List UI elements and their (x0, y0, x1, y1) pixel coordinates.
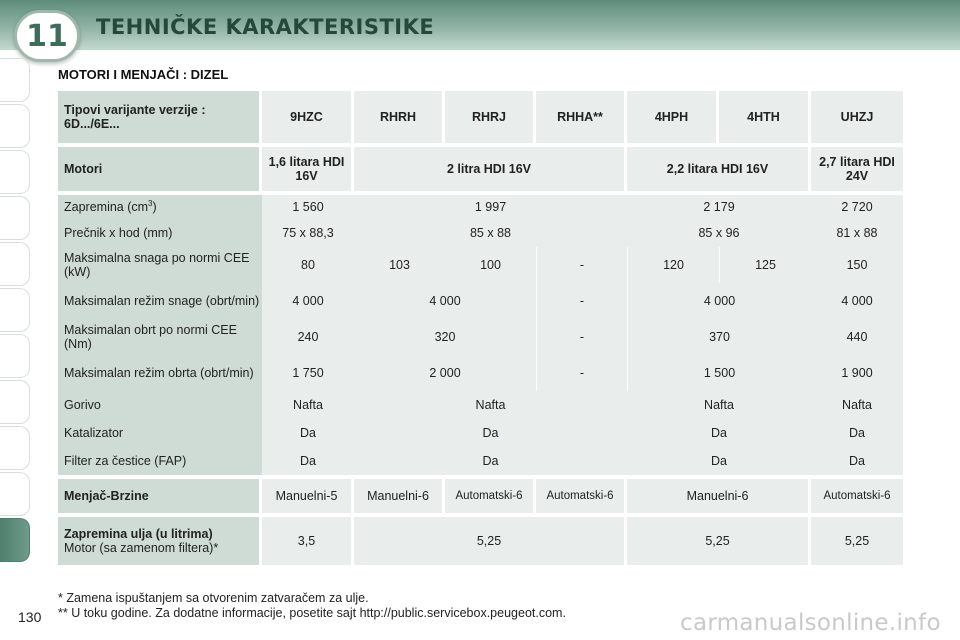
table-cell: 1 500 (627, 355, 811, 391)
table-cell: Automatski-6 (536, 475, 627, 513)
variant-cell: UHZJ (811, 91, 903, 143)
variants-label: Tipovi varijante verzije : 6D.../6E... (58, 91, 262, 143)
footnote-2: ** U toku godine. Za dodatne informacije, posetite sajt http://public.servicebox.peugeot.com. (58, 606, 566, 620)
variant-cell: 4HTH (719, 91, 811, 143)
table-cell: Nafta (262, 391, 354, 419)
variant-cell: RHHA** (536, 91, 627, 143)
catalyst-label: Katalizator (58, 419, 262, 447)
side-tab-6[interactable] (0, 288, 30, 332)
power-rpm-label: Maksimalan režim snage (obrt/min) (58, 283, 262, 319)
table-cell: 370 (627, 319, 811, 355)
table-cell: 100 (445, 247, 536, 283)
spec-table (58, 91, 903, 565)
table-cell: 2 179 (627, 191, 811, 219)
side-tab-3[interactable] (0, 150, 30, 194)
chapter-badge: 11 (14, 10, 80, 62)
bore-stroke-row (58, 219, 903, 247)
table-cell: Automatski-6 (445, 475, 536, 513)
table-cell: 150 (811, 247, 903, 283)
table-cell: Da (354, 419, 627, 447)
table-cell: Da (627, 447, 811, 475)
table-cell: 125 (719, 247, 811, 283)
table-cell: Manuelni-6 (627, 475, 811, 513)
side-tab-4[interactable] (0, 196, 30, 240)
table-cell: 4 000 (811, 283, 903, 319)
table-cell: 1 900 (811, 355, 903, 391)
oil-row (58, 513, 903, 565)
variant-cell: RHRH (354, 91, 445, 143)
max-torque-row (58, 319, 903, 355)
table-cell: 120 (627, 247, 719, 283)
gearbox-label: Menjač-Brzine (58, 475, 262, 513)
motors-label: Motori (58, 143, 262, 191)
table-cell: 1 997 (354, 191, 627, 219)
table-cell: - (536, 355, 627, 391)
table-cell: 75 x 88,3 (262, 219, 354, 247)
table-cell: 5,25 (811, 513, 903, 565)
table-cell: - (536, 247, 627, 283)
table-cell: 80 (262, 247, 354, 283)
fap-label: Filter za čestice (FAP) (58, 447, 262, 475)
variant-cell: 9HZC (262, 91, 354, 143)
variants-row (58, 91, 903, 143)
displacement-label: Zapremina $(cm^3)$ (58, 191, 262, 219)
table-cell: - (536, 319, 627, 355)
table-cell: 2 720 (811, 191, 903, 219)
table-cell: 5,25 (354, 513, 627, 565)
table-cell: Manuelni-6 (354, 475, 445, 513)
fap-row (58, 447, 903, 475)
footnotes (58, 591, 566, 621)
table-cell: 85 x 96 (627, 219, 811, 247)
table-cell: 103 (354, 247, 445, 283)
side-tab-9[interactable] (0, 426, 30, 470)
table-cell: 4 000 (354, 283, 536, 319)
table-cell: 2 000 (354, 355, 536, 391)
table-cell: 81 x 88 (811, 219, 903, 247)
variant-cell: 4HPH (627, 91, 719, 143)
table-cell: 440 (811, 319, 903, 355)
motor-cell: 2,7 litara HDI 24V (811, 143, 903, 191)
oil-label (58, 513, 262, 565)
page-number: 130 (18, 609, 42, 625)
side-tab-8[interactable] (0, 380, 30, 424)
table-cell: Da (262, 419, 354, 447)
side-tab-11-active[interactable] (0, 518, 30, 562)
table-cell: 240 (262, 319, 354, 355)
table-cell: - (536, 283, 627, 319)
table-cell: Da (811, 419, 903, 447)
table-cell: 5,25 (627, 513, 811, 565)
gearbox-row (58, 475, 903, 513)
table-cell: 85 x 88 (354, 219, 627, 247)
table-cell: Da (627, 419, 811, 447)
max-power-label: Maksimalna snaga po normi CEE (kW) (58, 247, 262, 283)
catalyst-row (58, 419, 903, 447)
table-cell: 4 000 (627, 283, 811, 319)
side-tab-10[interactable] (0, 472, 30, 516)
variant-cell: RHRJ (445, 91, 536, 143)
watermark: carmanualsonline.info (680, 610, 941, 636)
table-cell: Nafta (811, 391, 903, 419)
section-title: MOTORI I MENJAČI : DIZEL (58, 67, 229, 82)
page-title: TEHNIČKE KARAKTERISTIKE (96, 15, 435, 39)
table-cell: Nafta (627, 391, 811, 419)
motors-row (58, 143, 903, 191)
table-cell: 4 000 (262, 283, 354, 319)
power-rpm-row (58, 283, 903, 319)
footnote-1: * Zamena ispuštanjem sa otvorenim zatvaračem za ulje. (58, 591, 369, 605)
side-tab-7[interactable] (0, 334, 30, 378)
oil-label-sub: Motor (sa zamenom filtera)* (64, 541, 219, 555)
max-torque-label: Maksimalan obrt po normi CEE (Nm) (58, 319, 262, 355)
fuel-row (58, 391, 903, 419)
oil-label-main: Zapremina ulja (u litrima) (64, 527, 213, 541)
side-tab-1[interactable] (0, 58, 30, 102)
max-power-row (58, 247, 903, 283)
fuel-label: Gorivo (58, 391, 262, 419)
table-cell: 320 (354, 319, 536, 355)
side-tab-5[interactable] (0, 242, 30, 286)
table-cell: Da (811, 447, 903, 475)
motor-cell: 1,6 litara HDI 16V (262, 143, 354, 191)
motor-cell: 2,2 litara HDI 16V (627, 143, 811, 191)
table-cell: Da (354, 447, 627, 475)
displacement-row (58, 191, 903, 219)
table-cell: 1 560 (262, 191, 354, 219)
torque-rpm-row (58, 355, 903, 391)
torque-rpm-label: Maksimalan režim obrta (obrt/min) (58, 355, 262, 391)
table-cell: Nafta (354, 391, 627, 419)
table-cell: Automatski-6 (811, 475, 903, 513)
bore-stroke-label: Prečnik x hod (mm) (58, 219, 262, 247)
table-cell: Da (262, 447, 354, 475)
side-tab-2[interactable] (0, 104, 30, 148)
side-tabs (0, 58, 34, 578)
motor-cell: 2 litra HDI 16V (354, 143, 627, 191)
table-cell: 3,5 (262, 513, 354, 565)
table-cell: Manuelni-5 (262, 475, 354, 513)
table-cell: 1 750 (262, 355, 354, 391)
